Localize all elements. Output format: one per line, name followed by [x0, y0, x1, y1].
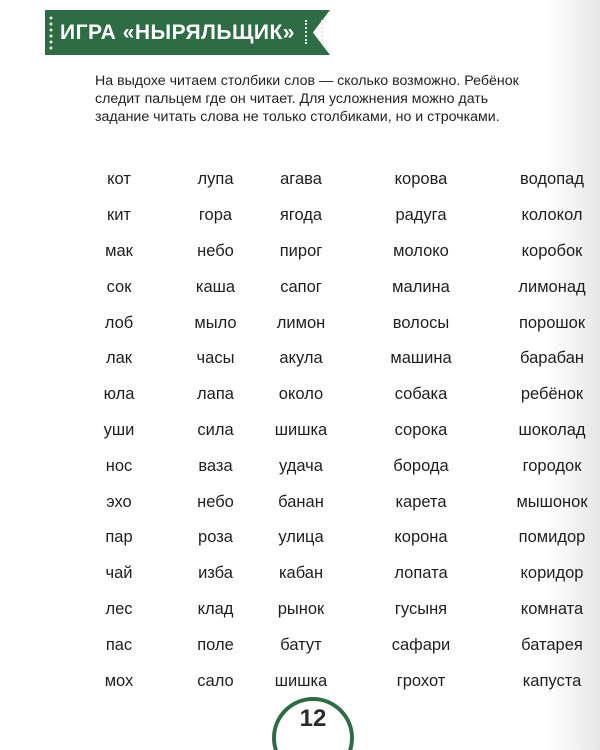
- banner-stitch-decoration: [305, 20, 323, 44]
- word-cell: удача: [279, 456, 323, 475]
- word-cell: карета: [395, 492, 447, 511]
- word-row: [70, 234, 583, 270]
- word-cell: поле: [197, 635, 234, 654]
- word-row: [70, 520, 586, 556]
- word-cell: сорока: [394, 420, 448, 439]
- word-cell: барабан: [520, 349, 584, 368]
- word-cell: машина: [390, 349, 452, 368]
- word-cell: шишка: [274, 671, 328, 690]
- word-row: [70, 484, 588, 520]
- word-row: [70, 413, 586, 449]
- word-cell: агава: [280, 170, 322, 189]
- word-cell: водопад: [520, 170, 584, 189]
- word-row: [70, 305, 586, 341]
- word-cell: помидор: [518, 528, 586, 547]
- word-cell: сафари: [391, 635, 451, 654]
- word-cell: лимонад: [518, 277, 586, 296]
- word-cell: юла: [103, 385, 135, 404]
- word-cell: кит: [107, 206, 131, 225]
- word-cell: шоколад: [518, 420, 586, 439]
- word-cell: пас: [105, 635, 133, 654]
- word-cell: кот: [107, 170, 131, 189]
- word-row: [70, 198, 583, 234]
- word-cell: молоко: [393, 241, 449, 260]
- word-cell: банан: [278, 492, 324, 511]
- word-cell: комната: [520, 599, 584, 618]
- word-row: [70, 377, 584, 413]
- word-cell: кабан: [278, 564, 324, 583]
- word-row: [70, 556, 584, 592]
- word-cell: коробок: [521, 241, 583, 260]
- word-cell: мыло: [194, 313, 237, 332]
- word-cell: часы: [196, 349, 235, 368]
- word-cell: лак: [105, 349, 133, 368]
- word-cell: малина: [392, 277, 450, 296]
- word-row: [70, 592, 584, 628]
- word-row: [70, 448, 582, 484]
- word-row: [70, 162, 584, 198]
- word-cell: шишка: [274, 420, 328, 439]
- word-row: [70, 663, 582, 699]
- word-cell: батарея: [521, 635, 583, 654]
- word-cell: корова: [394, 170, 448, 189]
- word-cell: ребёнок: [520, 385, 584, 404]
- word-cell: мышонок: [516, 492, 588, 511]
- word-row: [70, 627, 583, 663]
- page-number: 12: [299, 705, 327, 732]
- word-cell: волосы: [392, 313, 450, 332]
- word-cell: лес: [105, 599, 133, 618]
- word-cell: уши: [103, 420, 135, 439]
- word-cell: лупа: [197, 170, 234, 189]
- word-cell: собака: [394, 385, 448, 404]
- word-cell: акула: [279, 349, 323, 368]
- word-cell: корона: [394, 528, 448, 547]
- instructions-text: На выдохе читаем столбики слов — сколько возможно. Ребёнок следит пальцем где он читает. Для усложнения можно дать задание читать слова не только столбиками, но и строчками.: [95, 73, 519, 125]
- word-cell: роза: [198, 528, 233, 547]
- banner-dots-decoration: [48, 15, 54, 51]
- word-cell: нос: [105, 456, 133, 475]
- word-cell: сок: [106, 277, 132, 296]
- word-cell: батут: [280, 635, 322, 654]
- word-cell: сало: [197, 671, 234, 690]
- word-cell: коридор: [520, 564, 584, 583]
- word-cell: пирог: [279, 241, 323, 260]
- word-row: [70, 269, 586, 305]
- word-cell: изба: [198, 564, 233, 583]
- word-cell: капуста: [522, 671, 582, 690]
- word-cell: лоб: [104, 313, 134, 332]
- word-cell: лапа: [197, 385, 234, 404]
- word-cell: мох: [104, 671, 134, 690]
- word-cell: мак: [105, 241, 133, 260]
- word-cell: сила: [197, 420, 234, 439]
- word-cell: борода: [393, 456, 449, 475]
- word-cell: эхо: [106, 492, 132, 511]
- word-cell: чай: [105, 564, 133, 583]
- word-cell: лимон: [276, 313, 326, 332]
- word-cell: сапог: [280, 277, 322, 296]
- word-table: [70, 162, 588, 699]
- word-cell: небо: [197, 492, 234, 511]
- word-cell: лопата: [394, 564, 448, 583]
- word-cell: улица: [278, 528, 324, 547]
- word-cell: клад: [197, 599, 234, 618]
- word-cell: городок: [522, 456, 582, 475]
- page-title: ИГРА «НЫРЯЛЬЩИК»: [60, 21, 295, 44]
- word-cell: порошок: [518, 313, 586, 332]
- word-cell: пар: [105, 528, 133, 547]
- word-cell: около: [278, 385, 324, 404]
- word-row: [70, 341, 584, 377]
- word-cell: грохот: [396, 671, 446, 690]
- word-cell: каша: [195, 277, 236, 296]
- word-cell: рынок: [277, 599, 325, 618]
- word-cell: ваза: [198, 456, 233, 475]
- word-cell: гора: [198, 206, 233, 225]
- word-cell: ягода: [279, 206, 323, 225]
- word-cell: гусыня: [394, 599, 448, 618]
- word-cell: колокол: [521, 206, 583, 225]
- word-cell: небо: [197, 241, 234, 260]
- word-cell: радуга: [395, 206, 447, 225]
